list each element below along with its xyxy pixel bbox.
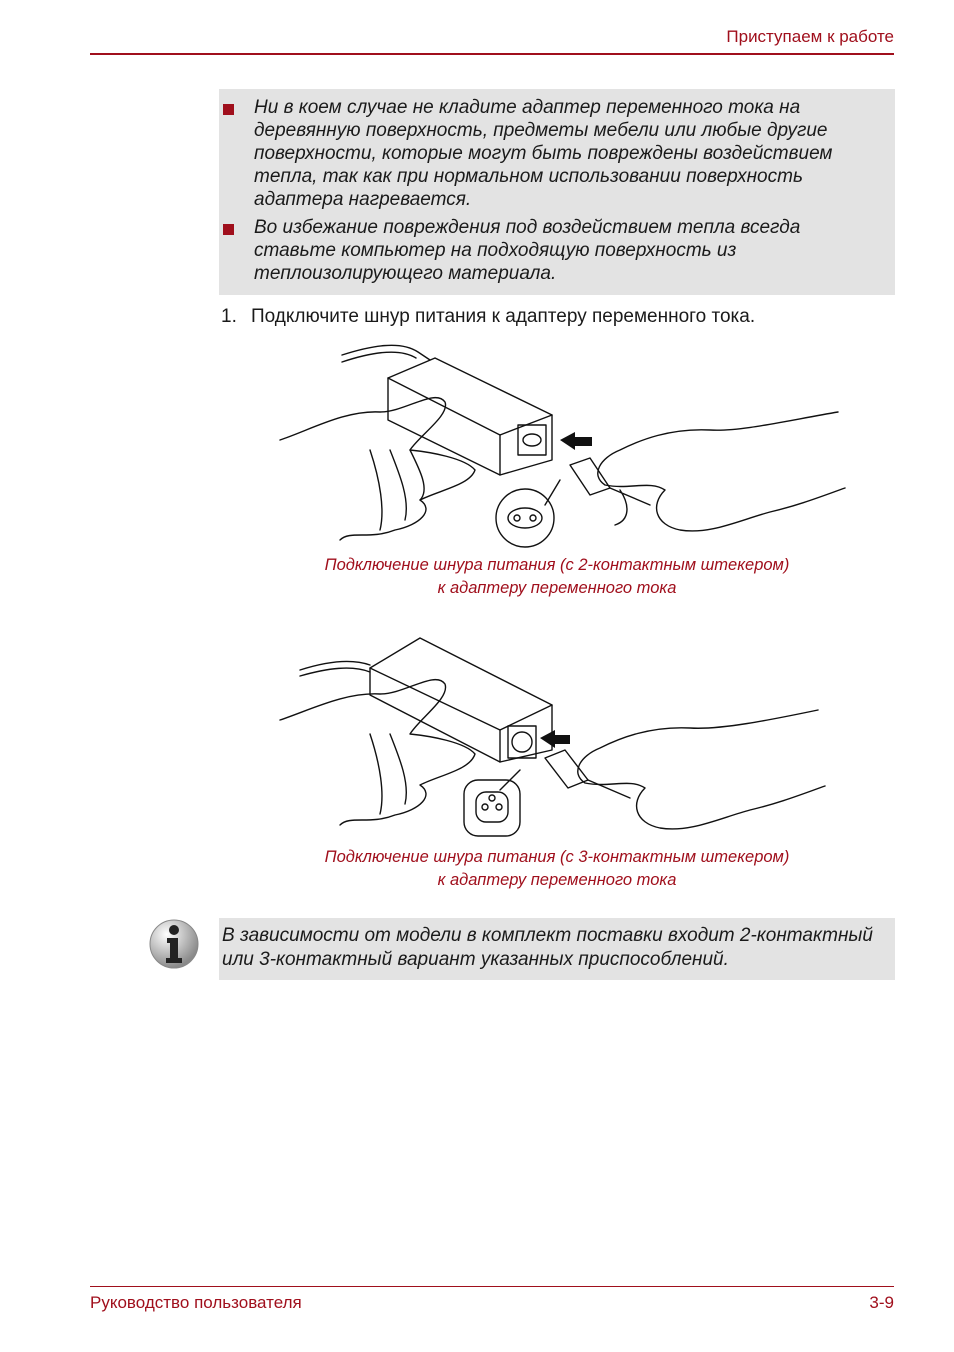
figure-2pin-illustration xyxy=(270,340,860,550)
caption-line: Подключение шнура питания (с 2-контактным штекером) xyxy=(324,556,790,574)
warning-text: Во избежание повреждения под воздействием тепла всегда ставьте компьютер на подходящую поверхность из теплоизолирующего материала. xyxy=(254,217,801,284)
step-number: 1. xyxy=(221,306,237,327)
note-box xyxy=(219,918,895,980)
figure-caption xyxy=(219,846,895,892)
caption-line: к адаптеру переменного тока xyxy=(437,579,677,597)
header-rule xyxy=(90,53,894,55)
figure-3pin-illustration xyxy=(270,630,860,842)
warning-text: Ни в коем случае не кладите адаптер переменного тока на деревянную поверхность, предметы мебели или любые другие поверхности, которые могут быть повреждены воздействием тепла, так как при нормальном использовании поверхность адаптера нагревается. xyxy=(254,97,833,210)
footer-page-number: 3-9 xyxy=(869,1293,894,1312)
caption-line: к адаптеру переменного тока xyxy=(437,871,677,889)
footer-rule xyxy=(90,1286,894,1287)
step-item xyxy=(221,305,755,328)
info-icon xyxy=(148,918,200,970)
step-text: Подключите шнур питания к адаптеру переменного тока. xyxy=(251,306,756,327)
square-bullet-icon xyxy=(223,104,234,115)
note-text: В зависимости от модели в комплект поставки входит 2-контактный или 3-контактный вариант указанных приспособлений. xyxy=(222,925,873,970)
footer-document-title: Руководство пользователя xyxy=(90,1293,302,1312)
square-bullet-icon xyxy=(223,224,234,235)
caption-line: Подключение шнура питания (с 3-контактным штекером) xyxy=(324,848,790,866)
figure-caption xyxy=(219,554,895,600)
warning-box xyxy=(219,89,895,295)
page-header-title: Приступаем к работе xyxy=(726,27,894,46)
